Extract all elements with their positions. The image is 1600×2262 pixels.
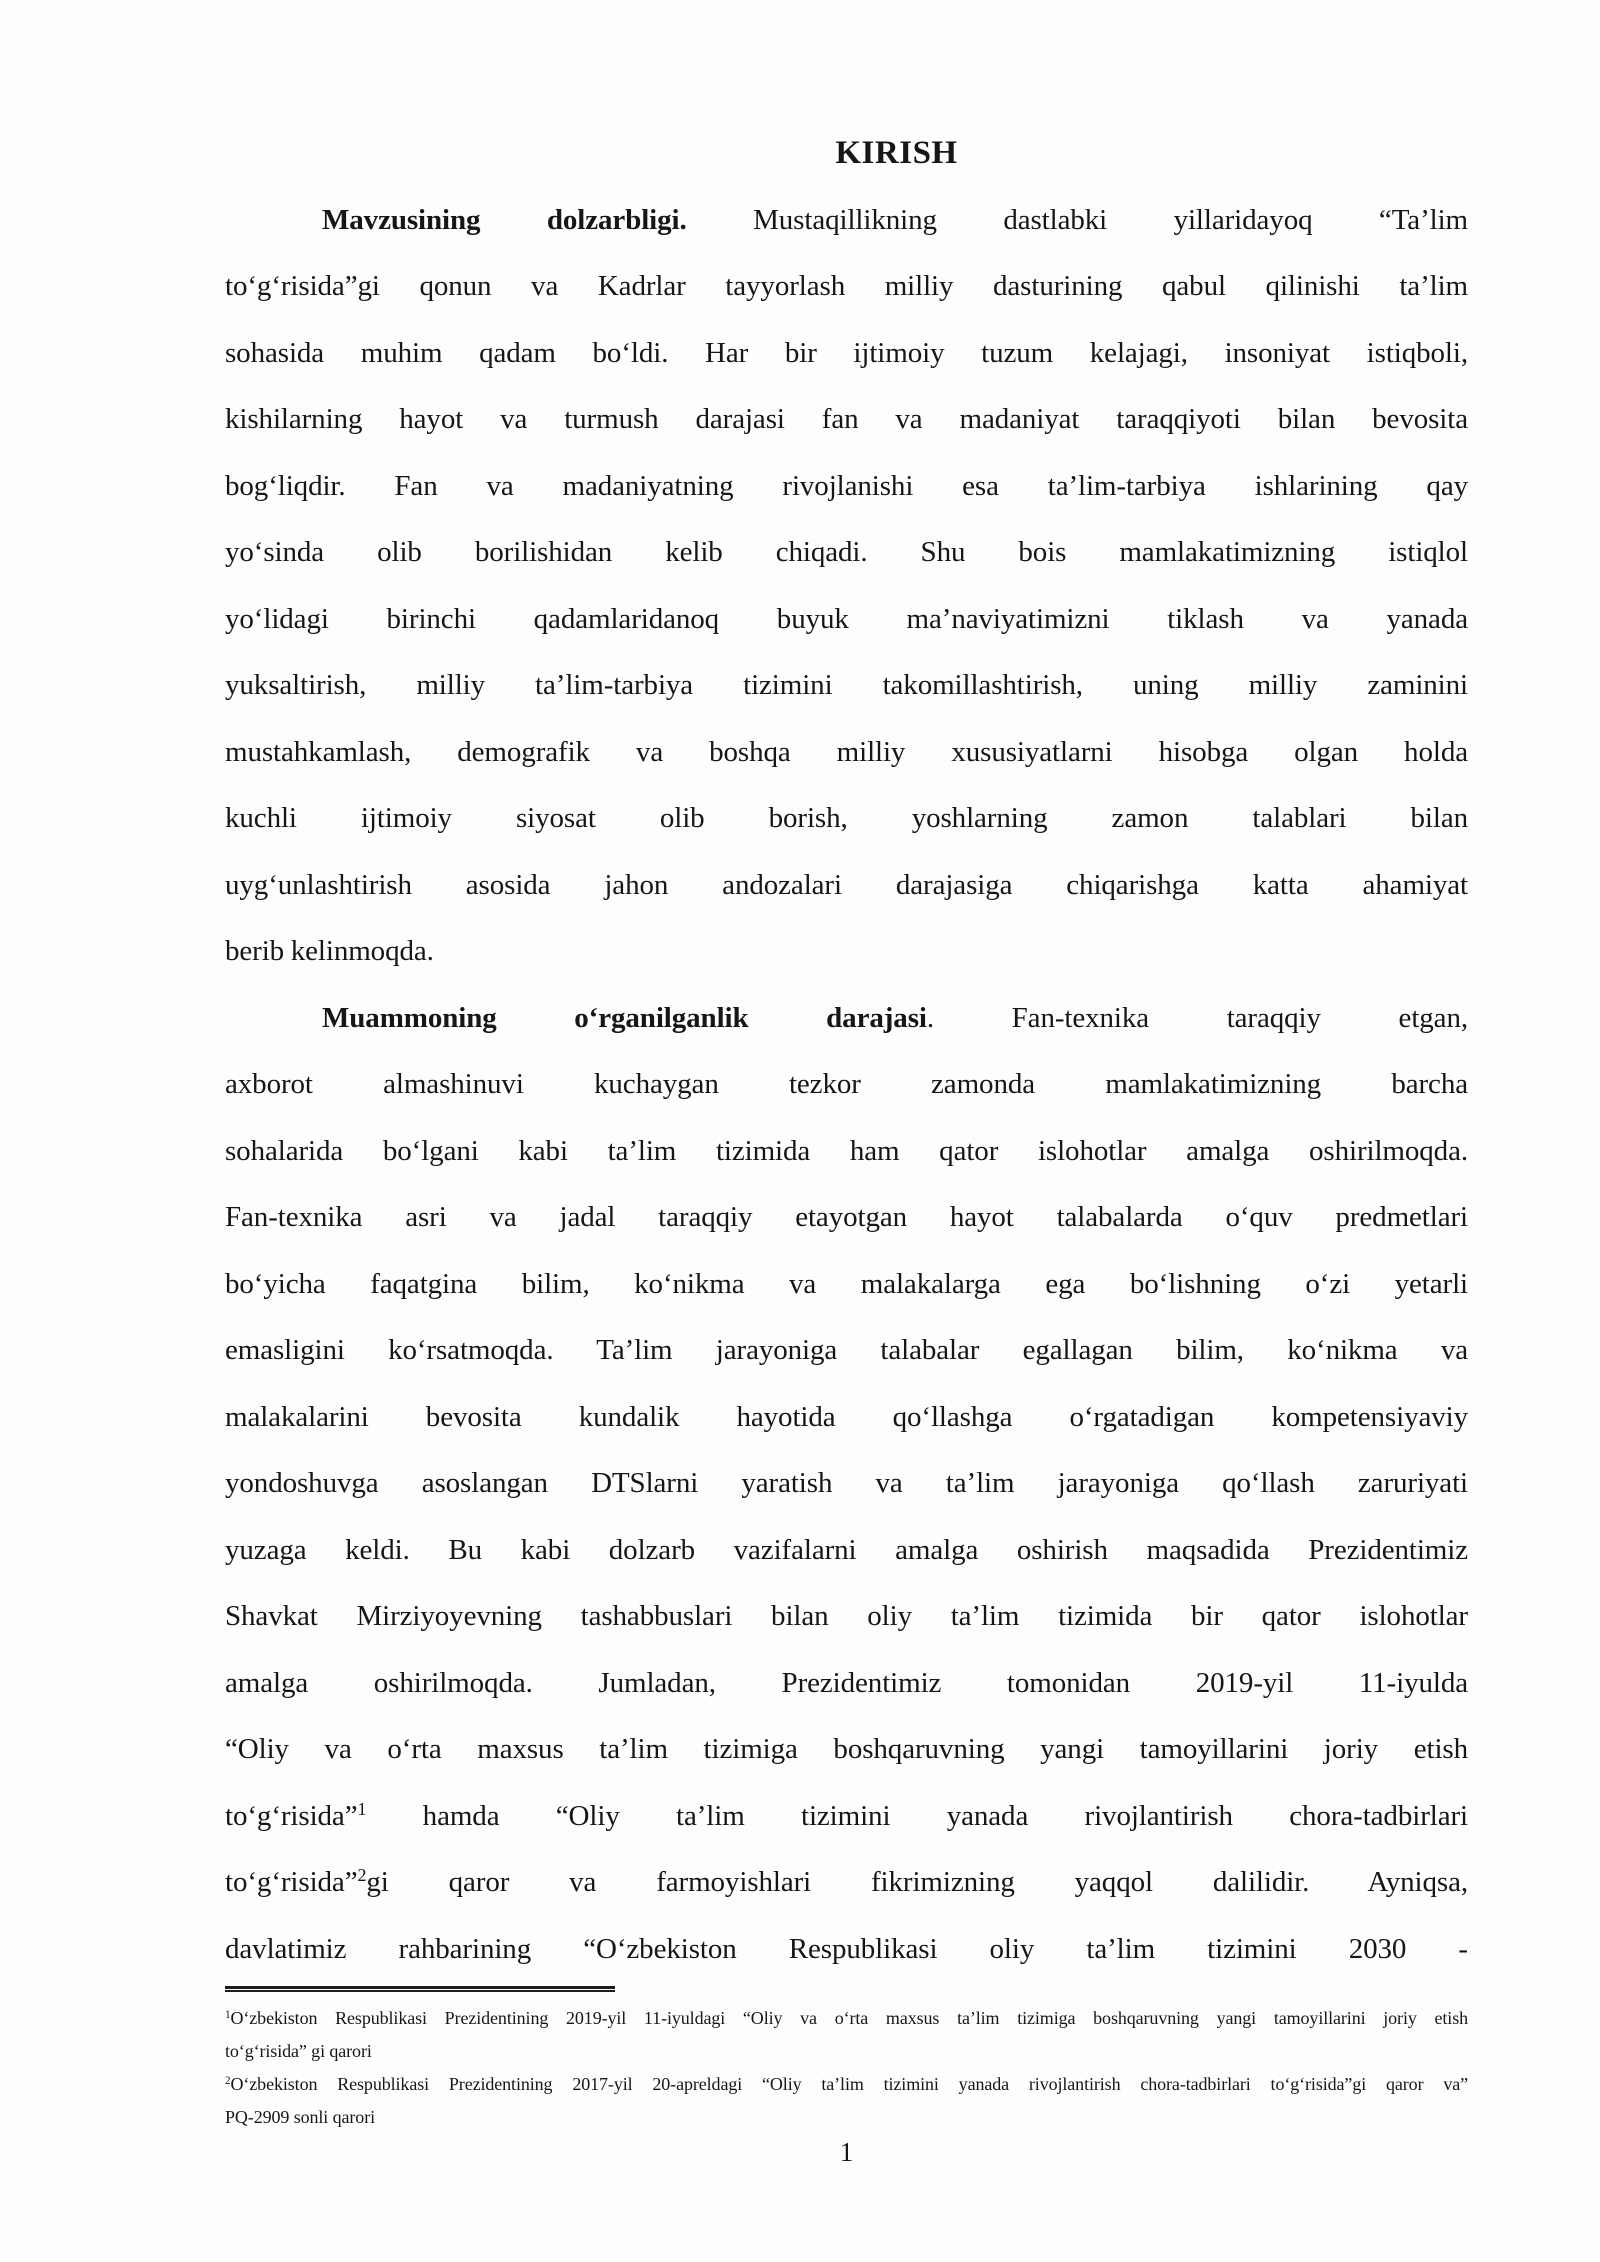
text-run: bog‘liqdir. Fan va madaniyatning rivojlanishi esa ta’lim-tarbiya ishlarining qay bbox=[225, 469, 1468, 502]
text-line bbox=[225, 586, 1468, 653]
text-run: to‘g‘risida”gi qonun va Kadrlar tayyorlash milliy dasturining qabul qilinishi ta’lim bbox=[225, 270, 1468, 302]
footnote-ref: 1 bbox=[357, 1798, 367, 1819]
text-line bbox=[225, 1184, 1468, 1251]
text-line bbox=[225, 1317, 1468, 1384]
footnote-line bbox=[225, 2101, 1468, 2134]
text-run: kishilarning hayot va turmush darajasi fan va madaniyat taraqqiyoti bilan bevosita bbox=[225, 403, 1468, 435]
text-run: O‘zbekiston Respublikasi Prezidentining 2017-yil 20-apreldagi “Oliy ta’lim tizimini yanada rivojlantirish chora-tadbirlari to‘g‘risida”gi qaror va” bbox=[230, 2074, 1468, 2094]
text-line bbox=[225, 918, 1468, 985]
section-title: KIRISH bbox=[835, 135, 958, 171]
text-run: amalga oshirilmoqda. Jumladan, Prezidentimiz tomonidan 2019-yil 11-iyulda bbox=[225, 1666, 1468, 1699]
footnote-line bbox=[225, 2035, 1468, 2068]
text-line bbox=[225, 1716, 1468, 1783]
text-line bbox=[225, 320, 1468, 387]
footnote-line bbox=[225, 2068, 1468, 2101]
text-line bbox=[225, 785, 1468, 852]
text-run: yondoshuvga asoslangan DTSlarni yaratish va ta’lim jarayoniga qo‘llash zaruriyati bbox=[225, 1467, 1468, 1499]
text-line bbox=[225, 1051, 1468, 1118]
footnote-ref: 2 bbox=[225, 2074, 231, 2087]
paragraph bbox=[225, 985, 1468, 1983]
text-line bbox=[225, 1650, 1468, 1717]
footnote-ref: 1 bbox=[225, 2008, 231, 2021]
text-line bbox=[225, 253, 1468, 320]
text-run: bo‘yicha faqatgina bilim, ko‘nikma va malakalarga ega bo‘lishning o‘zi yetarli bbox=[225, 1267, 1468, 1300]
text-run: O‘zbekiston Respublikasi Prezidentining 2019-yil 11-iyuldagi “Oliy va o‘rta maxsus ta’lim tizimiga boshqaruvning yangi tamoyillarini joriy etish bbox=[230, 2008, 1468, 2028]
footnote-separator bbox=[225, 1986, 615, 1992]
text-run: mustahkamlash, demografik va boshqa milliy xususiyatlarni hisobga olgan holda bbox=[225, 735, 1468, 768]
text-run: gi qaror va farmoyishlari fikrimizning yaqqol dalilidir. Ayniqsa, bbox=[366, 1866, 1468, 1898]
text-run: yo‘lidagi birinchi qadamlaridanoq buyuk ma’naviyatimizni tiklash va yanada bbox=[225, 602, 1468, 635]
text-line bbox=[225, 1517, 1468, 1584]
paragraph bbox=[225, 187, 1468, 985]
text-line bbox=[225, 652, 1468, 719]
text-line bbox=[225, 1251, 1468, 1318]
text-run: Shavkat Mirziyoyevning tashabbuslari bilan oliy ta’lim tizimida bir qator islohotlar bbox=[225, 1600, 1468, 1632]
footnote bbox=[225, 2002, 1468, 2068]
text-line bbox=[225, 187, 1468, 254]
page-number: 1 bbox=[839, 2137, 854, 2167]
text-run: PQ-2909 sonli qarori bbox=[225, 2107, 375, 2127]
text-line bbox=[225, 1783, 1468, 1850]
bold-text-run: Mavzusining dolzarbligi. bbox=[322, 203, 687, 236]
footnote-line bbox=[225, 2002, 1468, 2035]
text-line bbox=[225, 1916, 1468, 1983]
text-line bbox=[225, 719, 1468, 786]
text-line bbox=[225, 1583, 1468, 1650]
text-line bbox=[225, 852, 1468, 919]
text-run: sohasida muhim qadam bo‘ldi. Har bir ijtimoiy tuzum kelajagi, insoniyat istiqboli, bbox=[225, 336, 1468, 369]
text-run: sohalarida bo‘lgani kabi ta’lim tizimida ham qator islohotlar amalga oshirilmoqda. bbox=[225, 1134, 1468, 1167]
text-run: Fan-texnika asri va jadal taraqqiy etayotgan hayot talabalarda o‘quv predmetlari bbox=[225, 1201, 1468, 1233]
text-run: uyg‘unlashtirish asosida jahon andozalari darajasiga chiqarishga katta ahamiyat bbox=[225, 868, 1468, 901]
text-run: berib kelinmoqda. bbox=[225, 935, 434, 967]
text-run: yuzaga keldi. Bu kabi dolzarb vazifalarni amalga oshirish maqsadida Prezidentimiz bbox=[225, 1533, 1468, 1566]
text-run: to‘g‘risida” bbox=[225, 1866, 358, 1898]
text-run: yo‘sinda olib borilishidan kelib chiqadi. Shu bois mamlakatimizning istiqlol bbox=[225, 536, 1468, 568]
text-line bbox=[225, 985, 1468, 1052]
text-run: to‘g‘risida” gi qarori bbox=[225, 2041, 372, 2061]
text-run: emasligini ko‘rsatmoqda. Ta’lim jarayoniga talabalar egallagan bilim, ko‘nikma va bbox=[225, 1334, 1468, 1366]
footnote bbox=[225, 2068, 1468, 2134]
text-line bbox=[225, 1384, 1468, 1451]
text-line bbox=[225, 1450, 1468, 1517]
text-run: . Fan-texnika taraqqiy etgan, bbox=[926, 1001, 1469, 1034]
text-run: to‘g‘risida” bbox=[225, 1799, 358, 1832]
text-run: “Oliy va o‘rta maxsus ta’lim tizimiga boshqaruvning yangi tamoyillarini joriy etish bbox=[225, 1733, 1468, 1765]
text-line bbox=[225, 386, 1468, 453]
text-run: axborot almashinuvi kuchaygan tezkor zamonda mamlakatimizning barcha bbox=[225, 1068, 1468, 1100]
text-line bbox=[225, 453, 1468, 520]
text-run: hamda “Oliy ta’lim tizimini yanada rivojlantirish chora-tadbirlari bbox=[366, 1799, 1468, 1832]
bold-text-run: Muammoning o‘rganilganlik darajasi bbox=[322, 1001, 927, 1034]
body-text bbox=[225, 187, 1468, 1983]
text-line bbox=[225, 519, 1468, 586]
text-line bbox=[225, 1849, 1468, 1916]
text-line bbox=[225, 1118, 1468, 1185]
footnote-ref: 2 bbox=[357, 1865, 367, 1886]
text-run: davlatimiz rahbarining “O‘zbekiston Respublikasi oliy ta’lim tizimini 2030 - bbox=[225, 1932, 1468, 1965]
text-run: yuksaltirish, milliy ta’lim-tarbiya tizimini takomillashtirish, uning milliy zaminini bbox=[225, 669, 1468, 701]
text-run: Mustaqillikning dastlabki yillaridayoq “Ta’lim bbox=[686, 203, 1468, 236]
footnotes bbox=[225, 2002, 1468, 2134]
text-run: malakalarini bevosita kundalik hayotida qo‘llashga o‘rgatadigan kompetensiyaviy bbox=[225, 1400, 1468, 1433]
text-run: kuchli ijtimoiy siyosat olib borish, yoshlarning zamon talablari bilan bbox=[225, 802, 1468, 834]
